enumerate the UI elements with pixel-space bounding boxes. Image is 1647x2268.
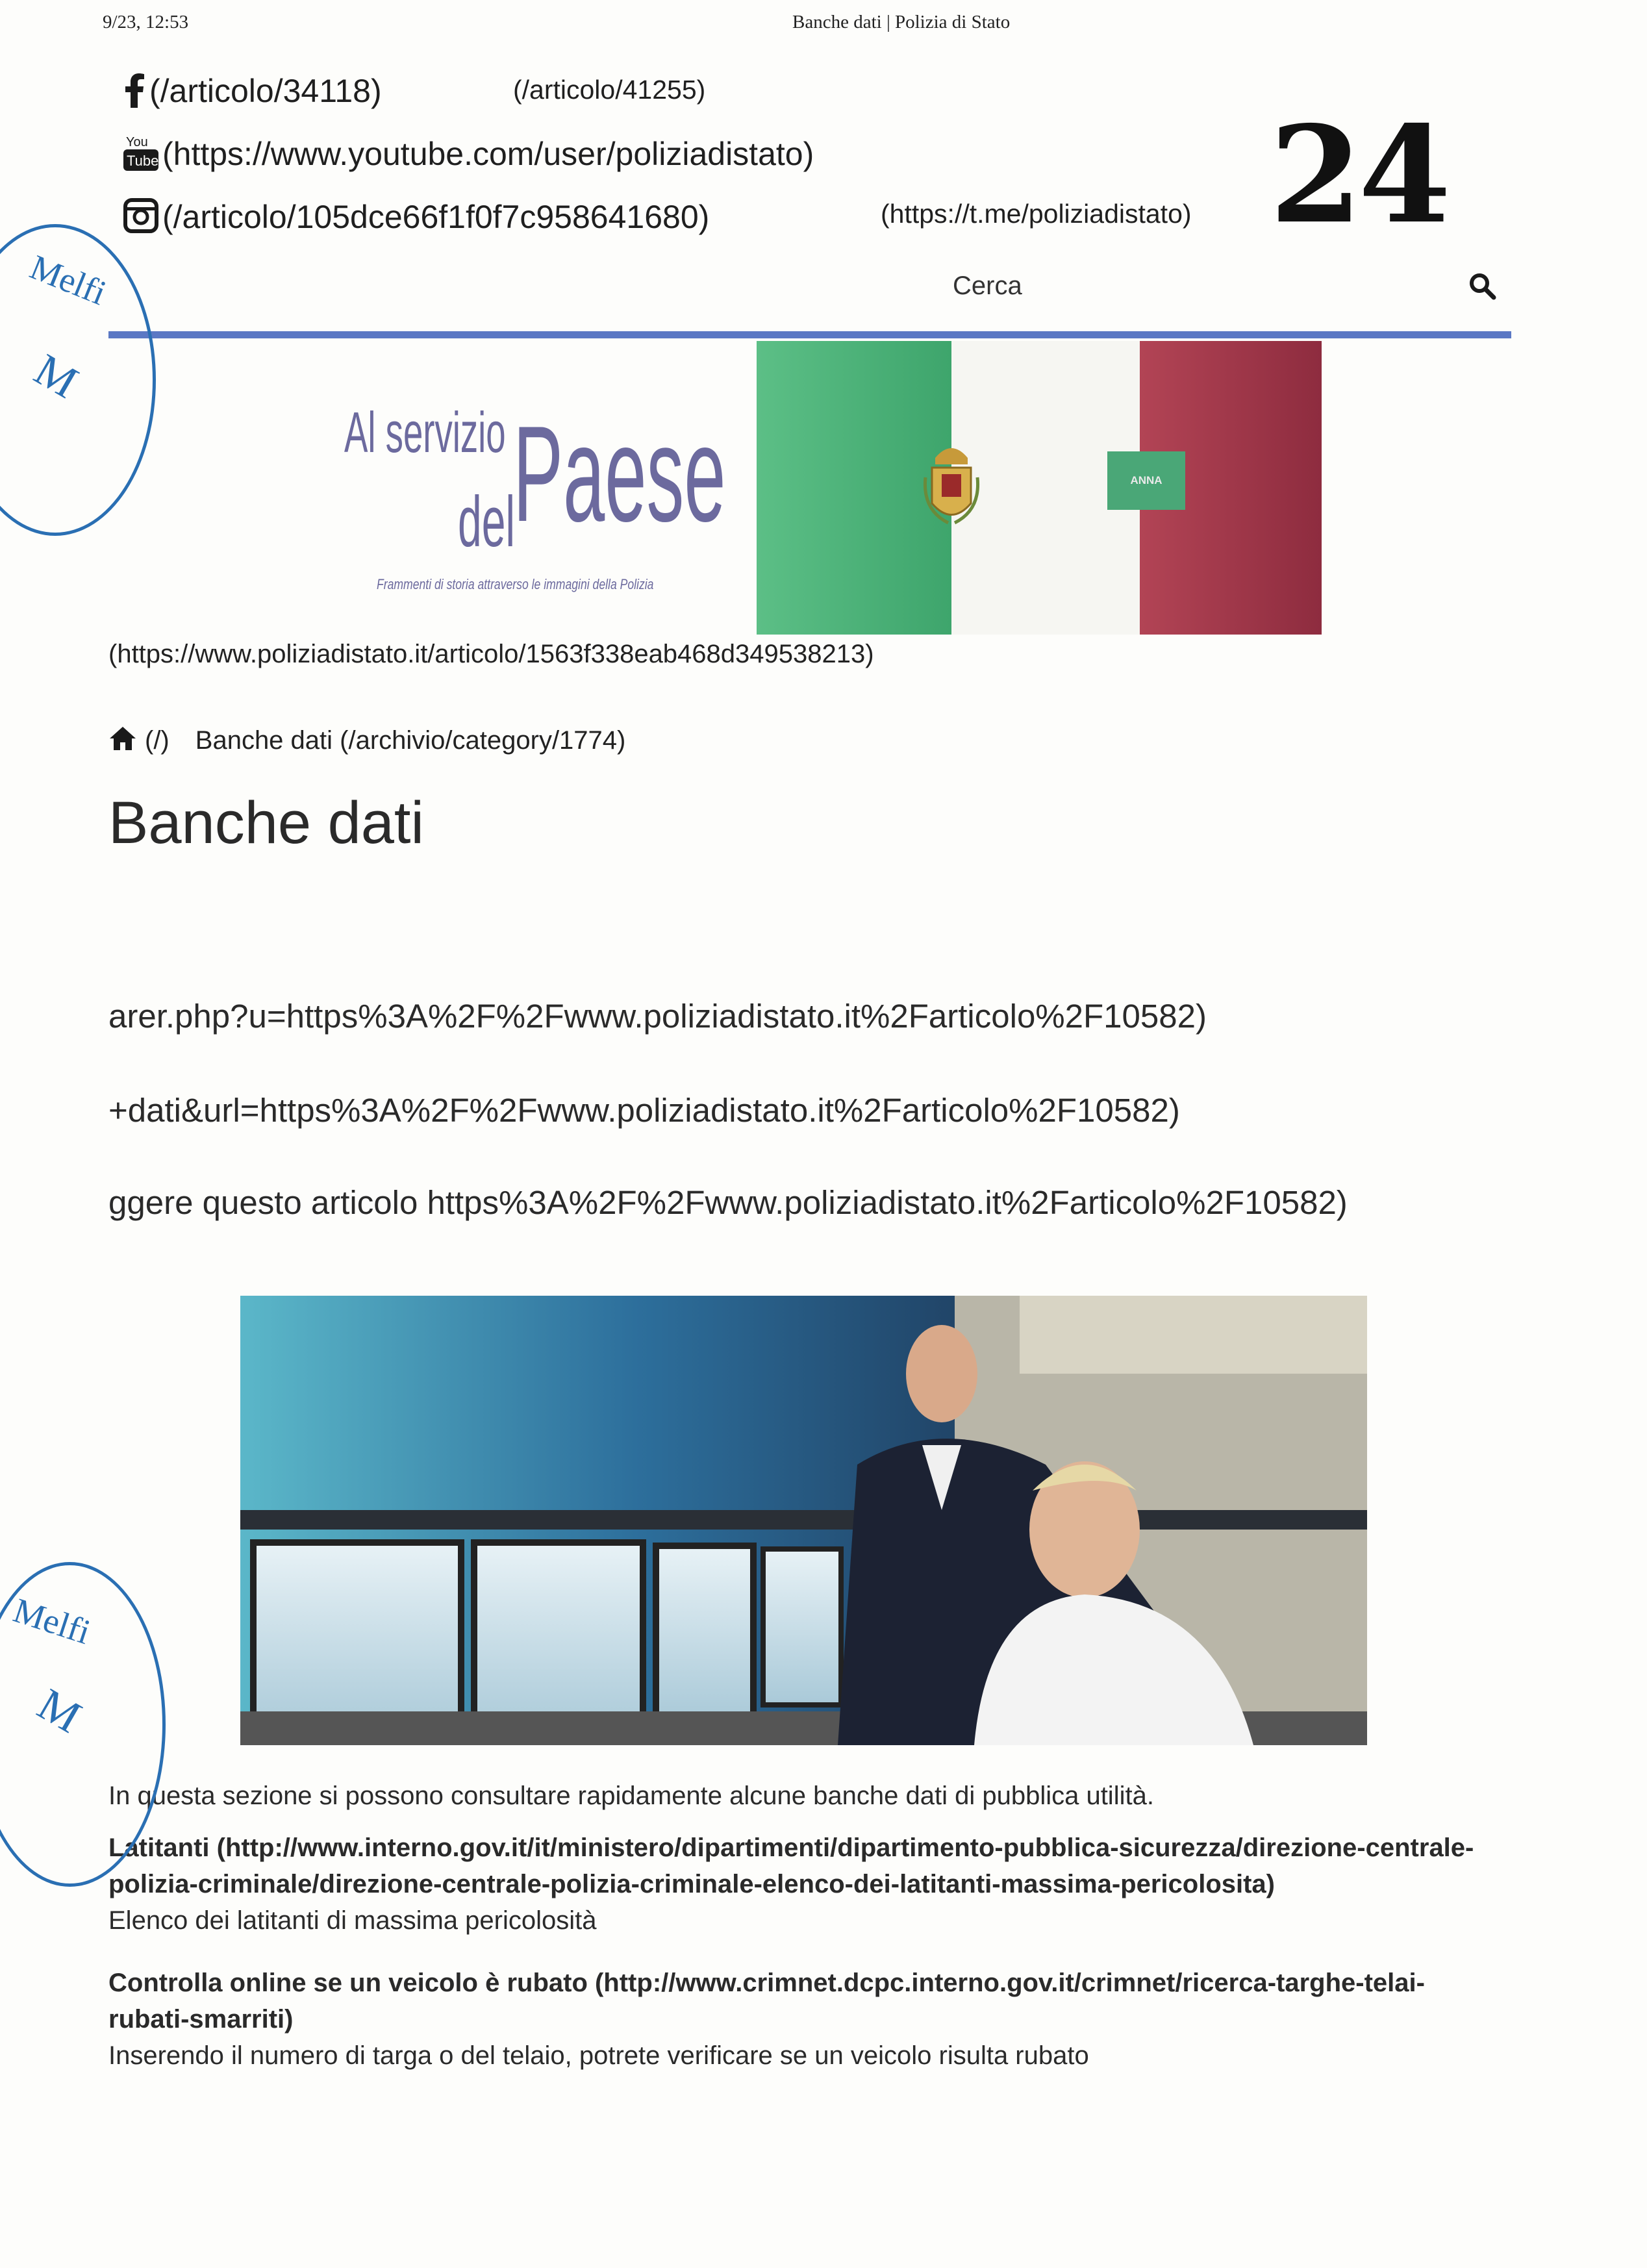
telegram-link[interactable]: (https://t.me/poliziadistato)	[881, 199, 1192, 229]
youtube-icon	[123, 133, 158, 180]
search-icon[interactable]	[1468, 271, 1496, 303]
police-crest-icon	[922, 438, 981, 533]
facebook-link[interactable]	[123, 71, 382, 116]
stamp-text: Melfi	[25, 247, 112, 313]
page-title: Banche dati	[108, 790, 424, 856]
youtube-link-label: (https://www.youtube.com/user/poliziadistato)	[162, 136, 814, 173]
youtube-link[interactable]	[123, 133, 814, 180]
article-image	[240, 1296, 1367, 1745]
search-input[interactable]: Cerca	[953, 271, 1022, 300]
share-twitter-link[interactable]: +dati&url=https%3A%2F%2Fwww.poliziadistato.it%2Farticolo%2F10582)	[108, 1092, 1180, 1129]
latitanti-desc: Elenco dei latitanti di massima pericolosità	[108, 1906, 597, 1935]
banner-line2: del	[458, 482, 516, 562]
print-datetime: 9/23, 12:53	[103, 12, 189, 32]
stamp-initials: M	[29, 1679, 90, 1743]
facebook-icon	[123, 71, 145, 116]
breadcrumb-home[interactable]: (/)	[145, 726, 170, 755]
twitter-link[interactable]: (/articolo/41255)	[513, 75, 706, 105]
breadcrumb	[108, 725, 625, 758]
instagram-link-label: (/articolo/105dce66f1f0f7c958641680)	[162, 199, 710, 236]
list-item	[108, 1965, 1505, 2074]
share-email-link[interactable]: ggere questo articolo https%3A%2F%2Fwww.poliziadistato.it%2Farticolo%2F10582)	[108, 1184, 1348, 1221]
facebook-link-label: (/articolo/34118)	[149, 73, 382, 110]
print-page-title: Banche dati | Polizia di Stato	[792, 12, 1011, 32]
stamp-text: Melfi	[8, 1590, 95, 1652]
instagram-icon	[123, 198, 158, 241]
badge-24: 24	[1270, 97, 1448, 253]
instagram-link[interactable]	[123, 198, 709, 241]
list-item	[108, 1830, 1505, 1939]
veicolo-rubato-desc: Inserendo il numero di targa o del telaio, potrete verificare se un veicolo risulta rubato	[108, 2041, 1089, 2070]
official-stamp	[0, 224, 156, 536]
intro-text: In questa sezione si possono consultare rapidamente alcune banche dati di pubblica utilità.	[108, 1782, 1154, 1810]
banner-line4: Frammenti di storia attraverso le immagini della Polizia	[377, 576, 654, 592]
veicolo-rubato-link[interactable]: Controlla online se un veicolo è rubato (http://www.crimnet.dcpc.interno.gov.it/crimnet/ricerca-targhe-telai-rubati-smarriti)	[108, 1969, 1425, 2034]
home-icon[interactable]	[108, 725, 137, 758]
svg-text:You: You	[126, 135, 148, 149]
svg-text:Tube: Tube	[127, 153, 158, 169]
banner-line1: Al servizio	[344, 400, 506, 464]
banner-link[interactable]: (https://www.poliziadistato.it/articolo/1563f338eab468d349538213)	[108, 640, 874, 668]
banner-line3: Paese	[513, 397, 726, 550]
flag-tag: ANNA	[1107, 451, 1185, 510]
header-divider	[108, 331, 1511, 338]
breadcrumb-item[interactable]: Banche dati (/archivio/category/1774)	[195, 726, 626, 755]
stamp-initials: M	[26, 344, 86, 409]
banner[interactable]	[338, 341, 1322, 635]
latitanti-link[interactable]: Latitanti (http://www.interno.gov.it/it/ministero/dipartimenti/dipartimento-pubblica-sicurezza/direzione-centrale-polizia-criminale/direzione-centrale-polizia-criminale-elenco-dei-latitanti-massima-pericolosita)	[108, 1833, 1474, 1898]
share-facebook-link[interactable]: arer.php?u=https%3A%2F%2Fwww.poliziadistato.it%2Farticolo%2F10582)	[108, 998, 1207, 1035]
